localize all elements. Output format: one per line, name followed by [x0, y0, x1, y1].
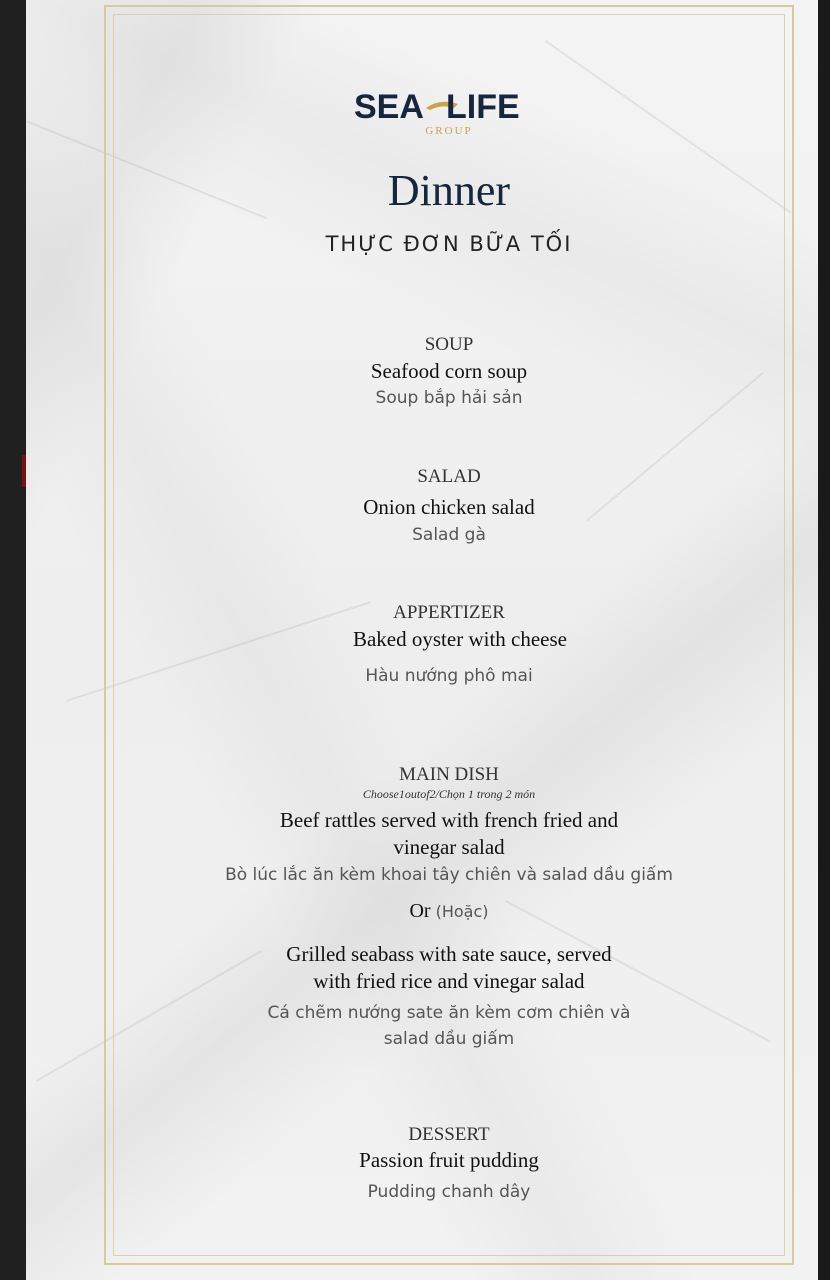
left-edge — [0, 0, 26, 1280]
main-option2-line1: Grilled seabass with sate sauce, served — [286, 942, 612, 966]
main-dish-heading: MAIN DISH — [399, 764, 499, 785]
main-dish-note: Choose1outof2/Chọn 1 trong 2 món — [362, 787, 536, 801]
menu-sheet — [26, 0, 818, 1280]
appetizer-dish-viet: Hàu nướng phô mai — [365, 666, 533, 686]
logo-brand-sub: GROUP — [425, 125, 473, 137]
or-divider — [113, 900, 785, 923]
logo-brand-right: LIFE — [446, 88, 520, 126]
or-label: Or — [409, 900, 431, 922]
soup-dish: Seafood corn soup — [370, 359, 528, 383]
dessert-dish-viet: Pudding chanh dây — [367, 1182, 531, 1202]
main-option1-line1: Beef rattles served with french fried and — [279, 808, 619, 832]
main-option2-viet-line1: Cá chẽm nướng sate ăn kèm cơm chiên và — [267, 1003, 631, 1023]
dessert-heading: DESSERT — [408, 1124, 490, 1145]
sealife-logo-icon — [354, 86, 544, 140]
dessert-dish: Passion fruit pudding — [359, 1148, 539, 1172]
right-edge — [818, 0, 830, 1280]
soup-dish-viet: Soup bắp hải sản — [375, 388, 523, 408]
main-option2-line2: with fried rice and vinegar salad — [313, 969, 585, 993]
salad-dish: Onion chicken salad — [363, 495, 535, 519]
page-title: Dinner — [387, 166, 511, 215]
page-subtitle: THỰC ĐƠN BỮA TỐI — [325, 232, 573, 256]
main-option1-viet: Bò lúc lắc ăn kèm khoai tây chiên và salad dầu giấm — [225, 865, 673, 885]
appetizer-dish: Baked oyster with cheese — [352, 627, 567, 651]
appetizer-heading: APPERTIZER — [393, 602, 505, 623]
logo-brand-left: SEA — [354, 88, 424, 126]
salad-heading: SALAD — [417, 466, 481, 487]
or-label-viet: (Hoặc) — [435, 902, 489, 921]
sealife-logo — [113, 86, 785, 140]
soup-heading: SOUP — [424, 334, 474, 355]
salad-dish-viet: Salad gà — [412, 525, 486, 545]
main-option2-viet-line2: salad dầu giấm — [383, 1029, 515, 1049]
main-option1-line2: vinegar salad — [393, 835, 505, 859]
